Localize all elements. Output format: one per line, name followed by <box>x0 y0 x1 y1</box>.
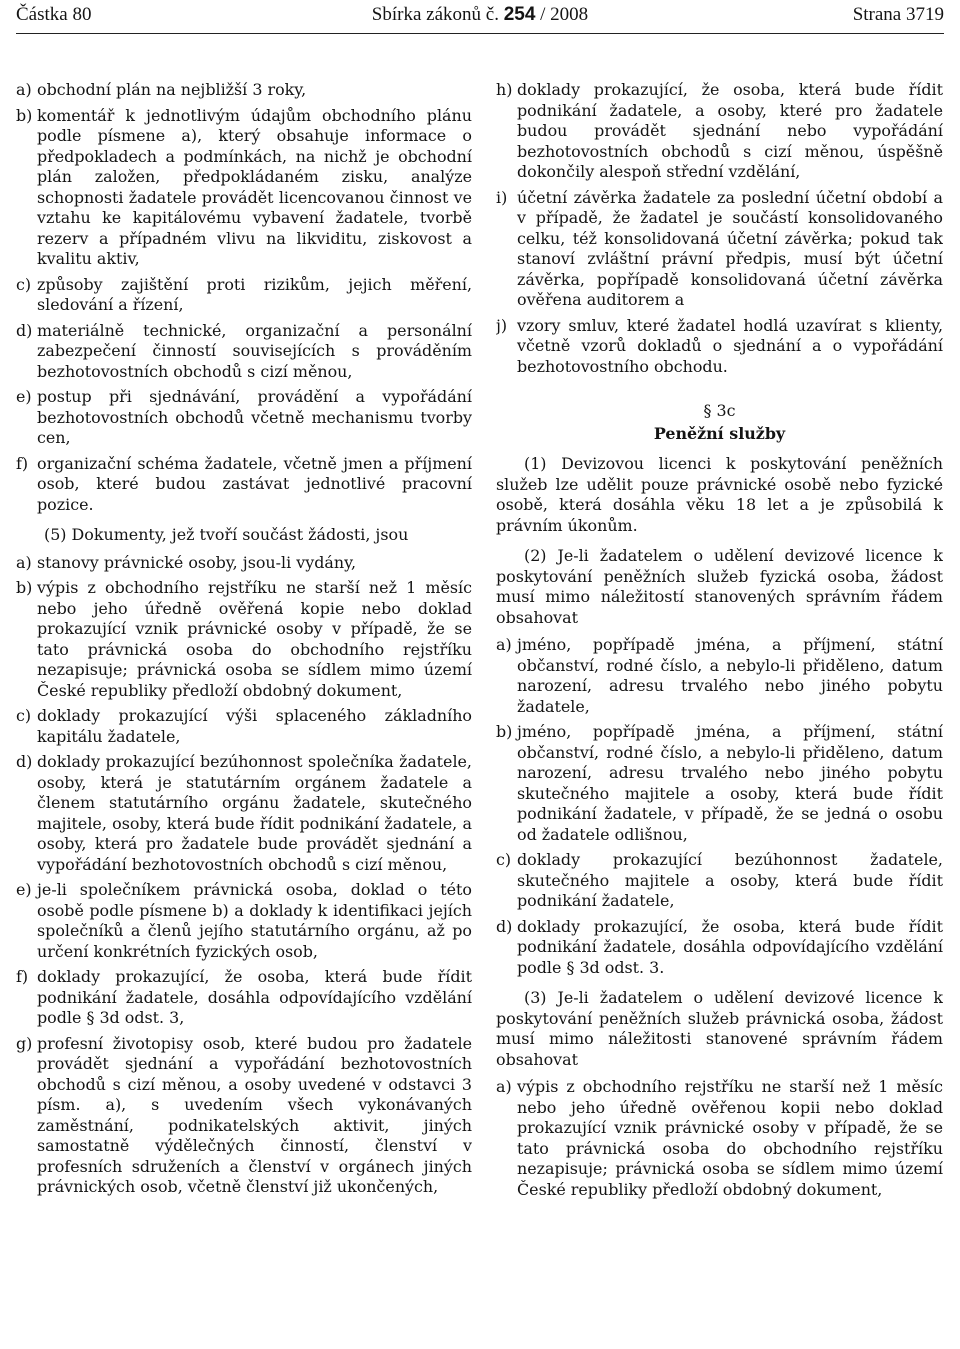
list-item-label: g) <box>16 1033 33 1053</box>
list-item-text: organizační schéma žadatele, včetně jmen a příjmení osob, které budou zastávat jednotlivé pracovní pozice. <box>37 453 472 514</box>
list-item-label: a) <box>16 552 32 572</box>
list-item <box>496 722 943 845</box>
header-collection <box>16 4 944 26</box>
list-item-label: a) <box>16 80 32 99</box>
list-item <box>16 553 472 574</box>
list-item-label: c) <box>16 706 32 725</box>
header-collection-prefix: Sbírka zákonů č. <box>371 4 499 25</box>
list-item-text: výpis z obchodního rejstříku ne starší než 1 měsíc nebo jeho úředně ověřenou kopii nebo doklad prokazující vznik právnické osoby v případě, že se tato právnická osoba do obchodního rejstříku nezapisuje; právnická osoba se sídlem mimo území České republiky předloží obdobný dokument, <box>517 1077 943 1199</box>
list-item <box>16 275 472 316</box>
list-item-text: jméno, popřípadě jména, a příjmení, státní občanství, rodné číslo, a nebylo-li přiděleno, datum narození, adresu trvalého nebo jiného pobytu skutečného majitele a osoby, která bude řídit podnikání žadatele, v případě, že se jedná o osobu od žadatele odlišnou, <box>517 722 943 844</box>
list-item-label: h) <box>496 80 513 99</box>
page-header <box>16 2 944 32</box>
list-item-label: d) <box>16 320 33 340</box>
list-item <box>16 1034 472 1198</box>
list-item-text: doklady prokazující, že osoba, která bude řídit podnikání žadatele, dosáhla odpovídajícího vzdělání podle § 3d odst. 3, <box>37 967 472 1027</box>
list-item-label: e) <box>16 880 32 899</box>
list-item <box>496 188 943 311</box>
list-item-text: doklady prokazující výši splaceného základního kapitálu žadatele, <box>37 706 472 746</box>
list-item-text: jméno, popřípadě jména, a příjmení, státní občanství, rodné číslo, a nebylo-li přiděleno, datum narození, adresu trvalého nebo jiného pobytu žadatele, <box>517 635 943 716</box>
list-item <box>16 752 472 875</box>
list-item <box>16 880 472 962</box>
list-item-label: b) <box>16 578 33 597</box>
list-item-text: komentář k jednotlivým údajům obchodního plánu podle písmene a), který obsahuje informace o předpokladech a podmínkách, na nichž je obchodní plán založen, předpokládaném zisku, analýze schopnosti žadatele provádět licencovanou činnost ve vztahu ke kapitálovému vybavení žadatele, tvorbě rezerv a případném vlivu na likviditu, ziskovost a kvalitu aktiv, <box>37 105 472 268</box>
left-list-a <box>16 80 472 515</box>
list-item-label: f) <box>16 453 29 473</box>
list-item <box>16 106 472 270</box>
list-item-text: materiálně technické, organizační a personální zabezpečení činností souvisejících s prováděním bezhotovostních obchodů s cizí měnou, <box>37 320 472 381</box>
paragraph-3: (3) Je-li žadatelem o udělení devizové licence k poskytování peněžních služeb právnická osoba, žádost musí mimo náležitosti stanovené správním řádem obsahovat <box>496 988 943 1069</box>
right-column <box>496 80 943 1345</box>
list-item-text: profesní životopisy osob, které budou pro žadatele provádět sjednání a vypořádání bezhotovostních obchodů s cizí měnou, a osoby uvedené v odstavci 3 písm. a), s uvedením všech vykonávaných zaměstnání, podnikatelských aktivit, jiných samostatně výdělečných činností, členství v profesních sdruženích a členství v orgánech jiných právnických osob, včetně členství již ukončených, <box>37 1033 472 1196</box>
list-item-label: d) <box>16 752 33 771</box>
list-item-label: a) <box>496 635 512 654</box>
header-page-number: Strana 3719 <box>852 4 944 25</box>
header-issue: Částka 80 <box>16 4 92 25</box>
right-list-p2 <box>496 635 943 978</box>
list-item-label: j) <box>496 315 508 335</box>
list-item-text: doklady prokazující, že osoba, která bude řídit podnikání žadatele, dosáhla odpovídajícího vzdělání podle § 3d odst. 3. <box>517 916 943 977</box>
list-item-label: a) <box>496 1077 512 1096</box>
list-item <box>16 321 472 383</box>
list-item-text: stanovy právnické osoby, jsou-li vydány, <box>37 552 356 572</box>
paragraph-2: (2) Je-li žadatelem o udělení devizové licence k poskytování peněžních služeb fyzická osoba, žádost musí mimo náležitostí stanovených správním řádem obsahovat <box>496 546 943 627</box>
list-item-label: f) <box>16 967 29 986</box>
list-item <box>496 80 943 183</box>
header-rule <box>16 33 944 34</box>
paragraph-5: (5) Dokumenty, jež tvoří součást žádosti, jsou <box>44 525 409 544</box>
list-item <box>16 706 472 747</box>
list-item <box>496 917 943 979</box>
section-number: § 3c <box>703 401 736 420</box>
list-item-label: b) <box>496 722 513 741</box>
list-item-text: vzory smluv, které žadatel hodlá uzavírat s klienty, včetně vzorů dokladů o sjednání a o vypořádání bezhotovostního obchodu. <box>517 315 943 376</box>
list-item-text: způsoby zajištění proti rizikům, jejich měření, sledování a řízení, <box>37 274 472 314</box>
list-item-label: e) <box>16 387 32 406</box>
list-item <box>16 387 472 449</box>
header-collection-suffix: / 2008 <box>540 4 589 25</box>
list-item-label: d) <box>496 916 513 936</box>
list-item-label: b) <box>16 105 33 125</box>
left-column <box>16 80 472 1345</box>
list-item-text: doklady prokazující, že osoba, která bude řídit podnikání žadatele, a osoby, které pro žadatele budou provádět sjednání nebo vypořádání bezhotovostních obchodů s cizí měnou, úspěšně dokončily alespoň střední vzdělání, <box>517 80 943 181</box>
list-item <box>496 1077 943 1200</box>
list-item <box>16 454 472 516</box>
paragraph-1: (1) Devizovou licenci k poskytování peněžních služeb lze udělit pouze právnické osobě nebo fyzické osobě, která dosáhla věku 18 let a je způsobilá k právním úkonům. <box>496 454 943 535</box>
list-item-text: je-li společníkem právnická osoba, doklad o této osobě podle písmene b) a doklady k identifikaci jejích společníků a členů jejího statutárního orgánu, až po určení konkrétních fyzických osob, <box>37 880 472 961</box>
list-item-text: výpis z obchodního rejstříku ne starší než 1 měsíc nebo jeho úředně ověřená kopie nebo doklad prokazující vznik právnické osoby v případě, že se tato právnická osoba do obchodního rejstříku nezapisuje; právnická osoba se sídlem mimo území České republiky předloží obdobný dokument, <box>37 578 472 700</box>
right-list-top <box>496 80 943 377</box>
header-collection-number: 254 <box>503 4 536 25</box>
list-item-label: c) <box>496 850 512 869</box>
list-item <box>496 850 943 912</box>
list-item <box>496 316 943 378</box>
right-list-p3 <box>496 1077 943 1200</box>
list-item <box>16 578 472 701</box>
list-item <box>496 635 943 717</box>
list-item-text: doklady prokazující bezúhonnost žadatele, skutečného majitele a osoby, která bude řídit podnikání žadatele, <box>517 850 943 910</box>
list-item-label: i) <box>496 187 508 207</box>
list-item-text: účetní závěrka žadatele za poslední účetní období a v případě, že žadatel je součástí konsolidovaného celku, též konsolidovaná účetní závěrka; pokud tak stanoví zvláštní právní předpis, musí být účetní závěrka, popřípadě konsolidovaná účetní závěrka ověřena auditorem a <box>517 187 943 309</box>
list-item <box>16 80 472 101</box>
list-item-label: c) <box>16 274 32 294</box>
list-item-text: doklady prokazující bezúhonnost společníka žadatele, osoby, která je statutárním orgánem žadatele a členem statutárního orgánu žadatele, skutečného majitele, osoby, která bude řídit podnikání žadatele, a osoby, která pro žadatele bude provádět sjednání a vypořádání bezhotovostních obchodů s cizí měnou, <box>37 752 472 874</box>
left-list-b <box>16 553 472 1198</box>
section-title: Peněžní služby <box>653 423 786 443</box>
list-item-text: obchodní plán na nejbližší 3 roky, <box>37 80 307 99</box>
list-item-text: postup při sjednávání, provádění a vypořádání bezhotovostních obchodů včetně mechanismu tvorby cen, <box>37 387 472 447</box>
list-item <box>16 967 472 1029</box>
